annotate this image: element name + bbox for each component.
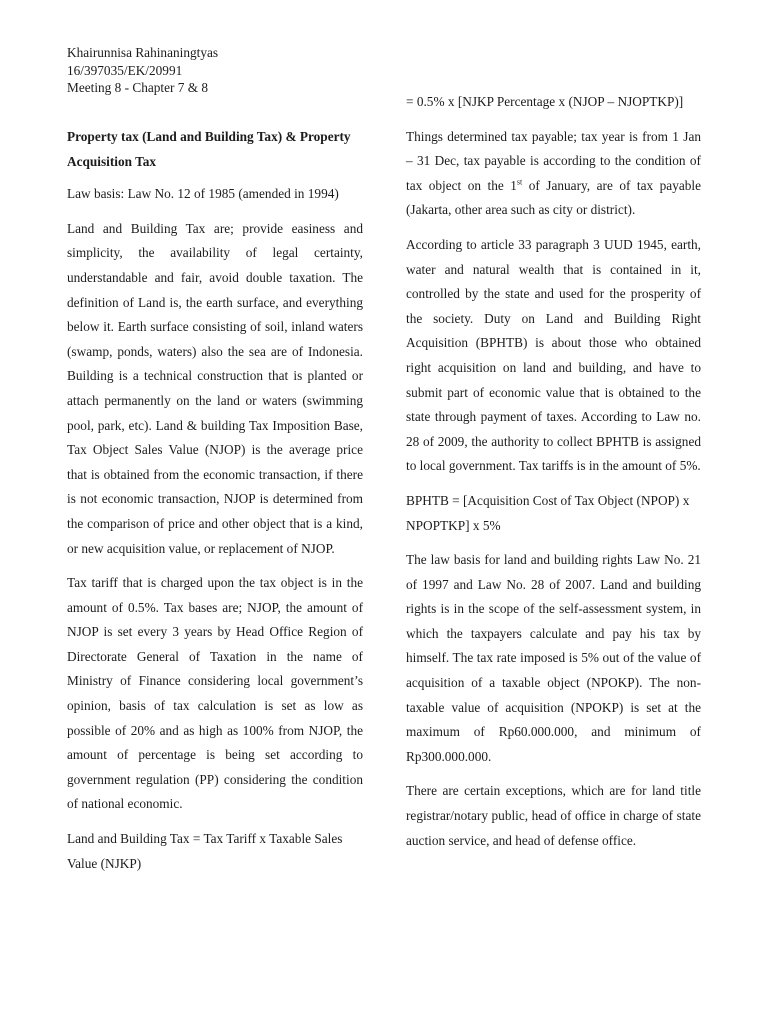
- document-header: [67, 44, 218, 97]
- right-column: [406, 90, 701, 863]
- author-name: Khairunnisa Rahinaningtyas: [67, 45, 219, 60]
- tax-payable-paragraph: [406, 125, 701, 223]
- left-column: [67, 125, 363, 886]
- tax-payable-text-b: of January, are of tax payable (Jakarta, other area such as city or district).: [406, 177, 701, 218]
- tax-tariff-paragraph: Tax tariff that is charged upon the tax object is in the amount of 0.5%. Tax bases are; NJOP, the amount of NJOP is set every 3 years by Head Office Region of Directorate General of Taxation in the name of Ministry of Finance considering local government’s opinion, basis of tax calculation is set as low as possible of 20% and as high as 100% from NJOP, the amount of percentage is being set according to government regulation (PP) considering the condition of national economic.: [67, 575, 363, 812]
- law-basis-rights-paragraph: The law basis for land and building rights Law No. 21 of 1997 and Law No. 28 of 2007. Land and building rights is in the scope of the self-assessment system, in which the taxpayers calculate and pay his tax by himself. The tax rate imposed is 5% out of the value of acquisition of a taxable object (NPOKP). The non-taxable value of acquisition (NPOKP) is set at the maximum of Rp60.000.000, and minimum of Rp300.000.000.: [406, 552, 701, 764]
- tax-formula-paragraph: Land and Building Tax = Tax Tariff x Taxable Sales Value (NJKP): [67, 831, 343, 871]
- bphtb-formula: BPHTB = [Acquisition Cost of Tax Object (NPOP) x NPOPTKP] x 5%: [406, 492, 690, 533]
- tax-payable-text-a: Things determined tax payable; tax year is from 1 Jan – 31 Dec, tax payable is according to the condition of tax object on the 1: [406, 128, 701, 193]
- section-title: Property tax (Land and Building Tax) & Property Acquisition Tax: [67, 129, 351, 169]
- exceptions-paragraph: There are certain exceptions, which are for land title registrar/notary public, head of office in charge of state auction service, and head of defense office.: [406, 783, 701, 848]
- student-id: 16/397035/EK/20991: [67, 62, 183, 78]
- meeting-info: Meeting 8 - Chapter 7 & 8: [67, 80, 209, 95]
- land-building-tax-paragraph: Land and Building Tax are; provide easiness and simplicity, the availability of legal certainty, understandable and fair, avoid double taxation. The definition of Land is, the earth surface, and everything below it. Earth surface consisting of soil, inland waters (swamp, ponds, waters) also the sea are of Indonesia. Building is a technical construction that is planted or attach permanently on the land or waters (swimming pool, park, etc). Land & building Tax Imposition Base, Tax Object Sales Value (NJOP) is the average price that is obtained from the economic transaction, if there is not economic transaction, NJOP is determined from the comparison of price and other object that is a kind, or new acquisition value, or replacement of NJOP.: [67, 220, 363, 556]
- tax-formula-continued: = 0.5% x [NJKP Percentage x (NJOP – NJOPTKP)]: [406, 94, 684, 109]
- bphtb-paragraph: According to article 33 paragraph 3 UUD 1945, earth, water and natural wealth that is contained in it, controlled by the state and used for the prosperity of the society. Duty on Land and Building Right Acquisition (BPHTB) is about those who obtained right acquisition on land and building, and have to submit part of economic value that is obtained to the state through payment of taxes. According to Law no. 28 of 2009, the authority to collect BPHTB is assigned to local government. Tax tariffs is in the amount of 5%.: [406, 236, 701, 474]
- law-basis-paragraph: Law basis: Law No. 12 of 1985 (amended in 1994): [67, 186, 339, 202]
- ordinal-superscript: st: [516, 177, 523, 187]
